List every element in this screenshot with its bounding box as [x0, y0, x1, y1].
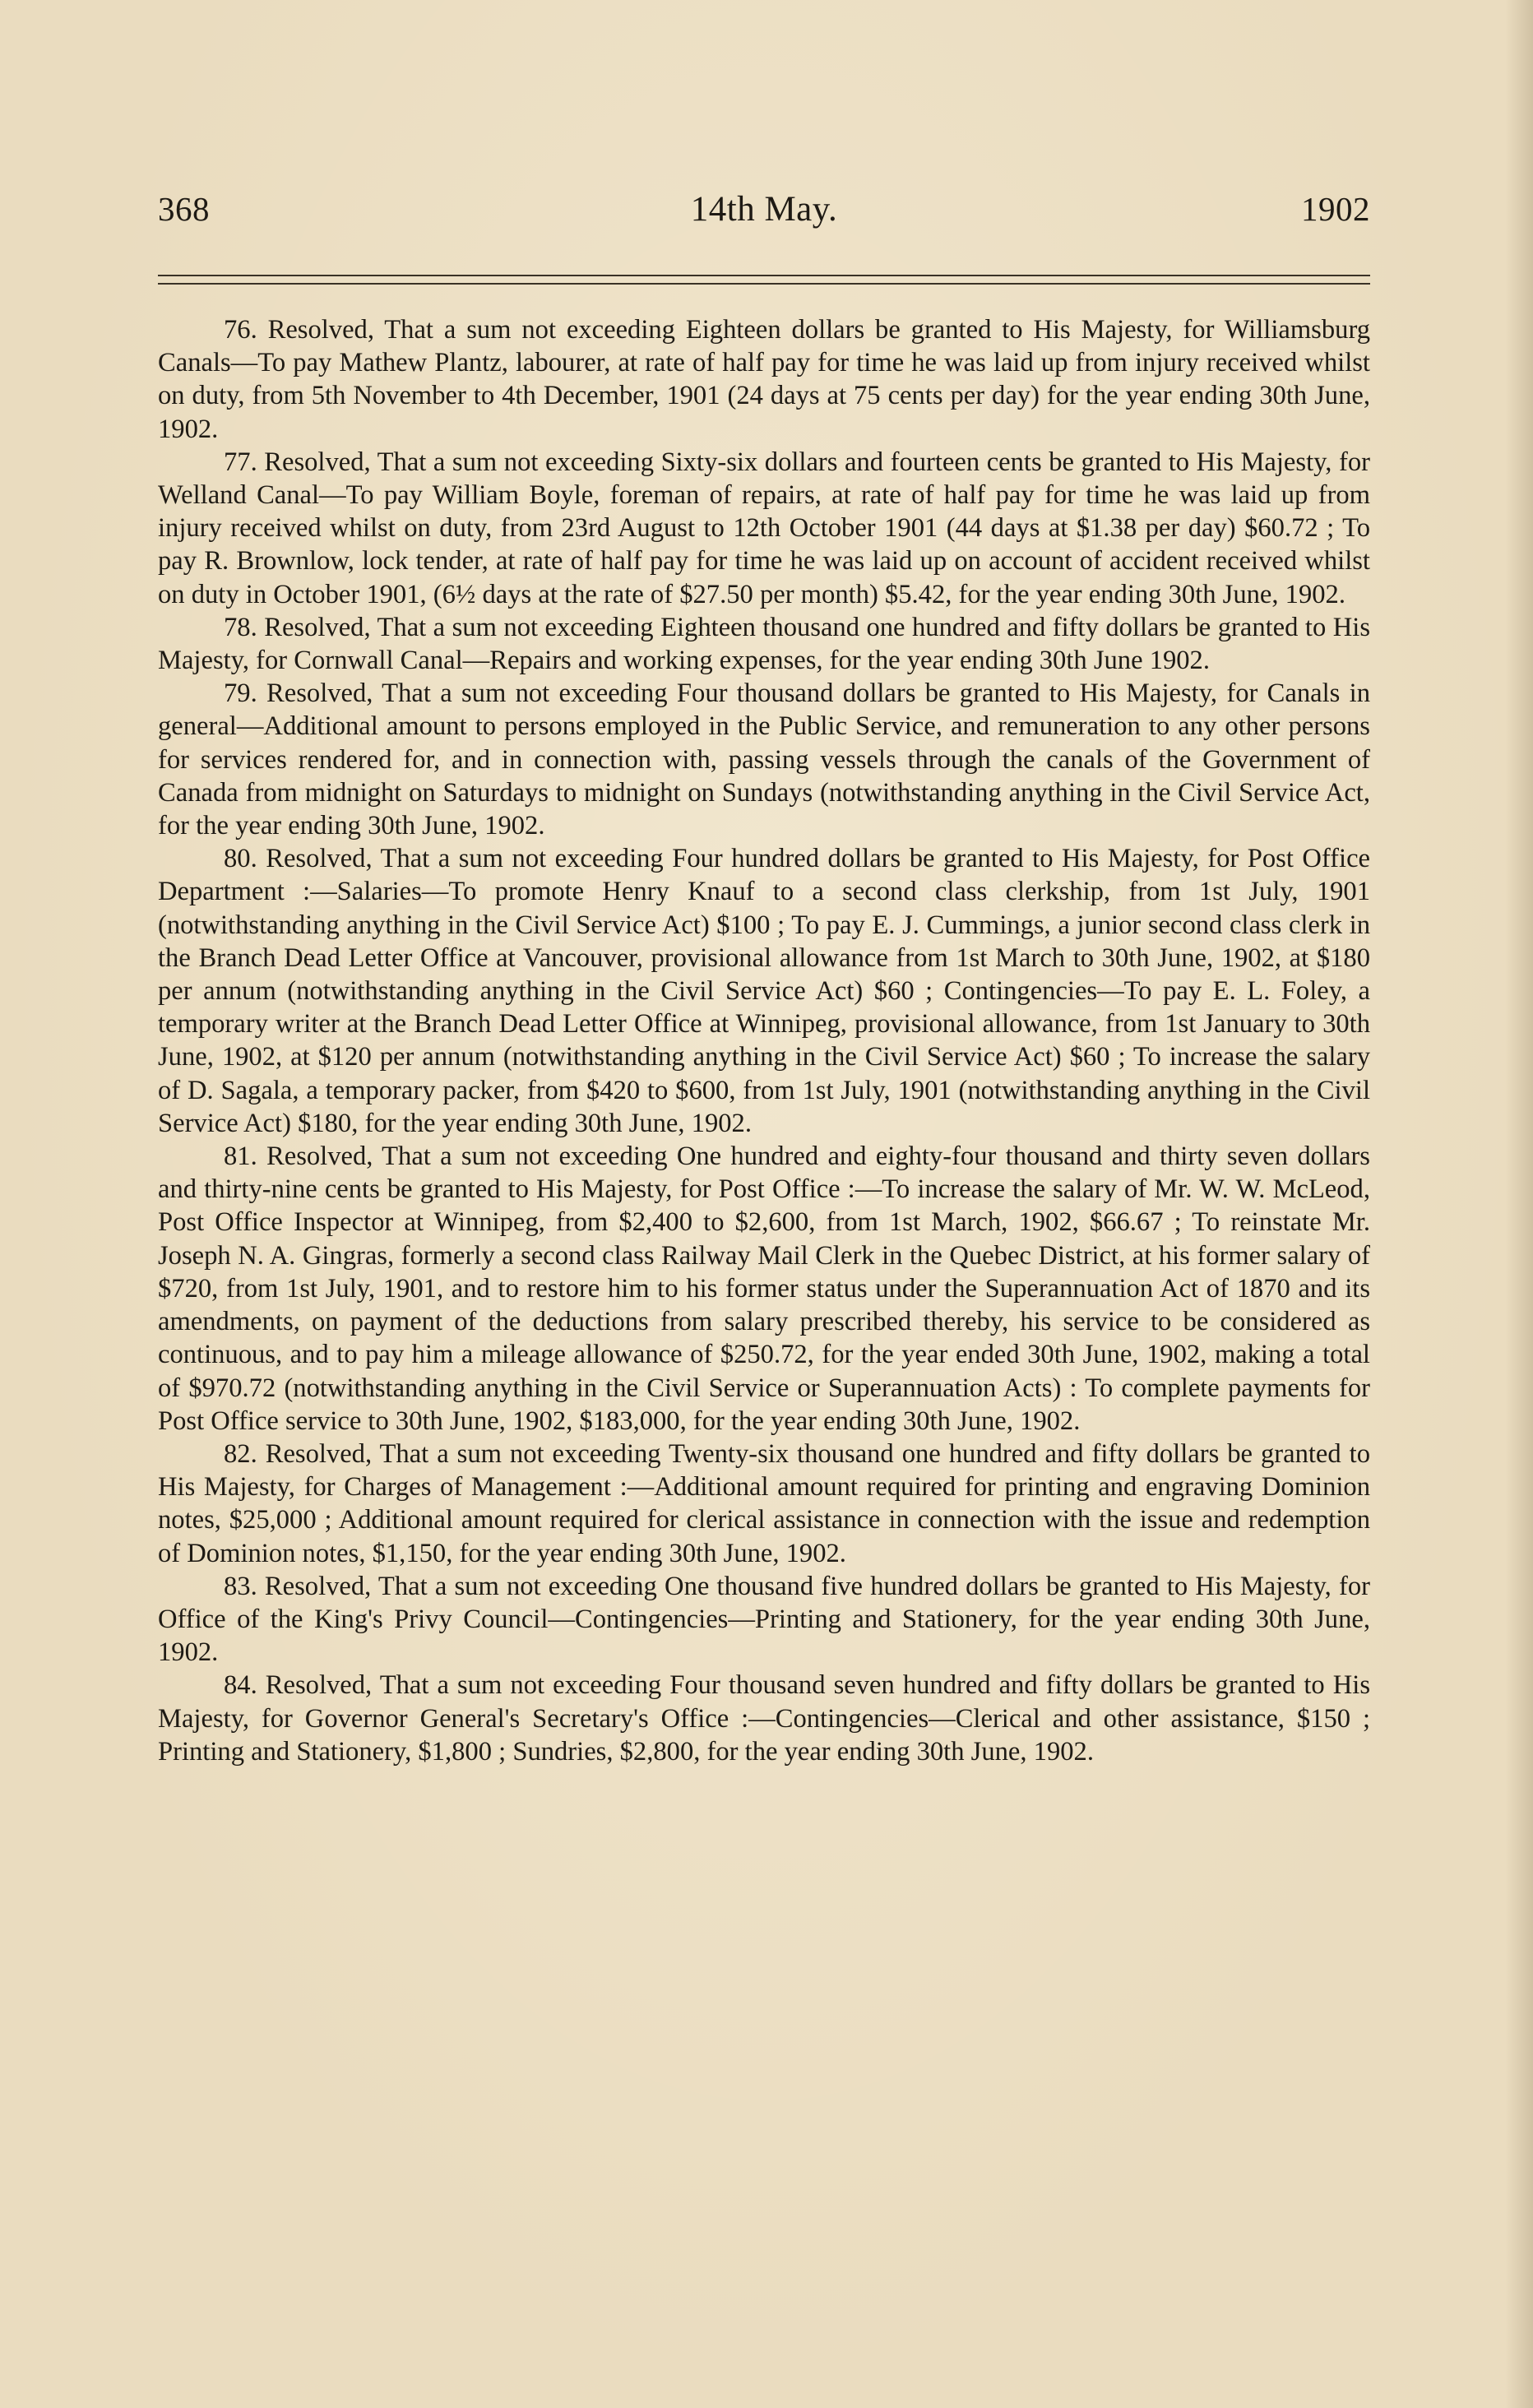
resolution-84: 84. Resolved, That a sum not exceeding Four thousand seven hundred and fifty dollars be granted to His Majesty, for Governor General's Secretary's Office :—Contingencies—Clerical and other assistance, $150 ; Printing and Stationery, $1,800 ; Sundries, $2,800, for the year ending 30th June, 1902. [158, 1670, 1370, 1767]
page-edge-shadow [1505, 0, 1533, 2408]
resolution-83: 83. Resolved, That a sum not exceeding One thousand five hundred dollars be granted to His Majesty, for Office of the King's Privy Council—Contingencies—Printing and Stationery, for the year ending 30th June, 1902. [158, 1571, 1370, 1668]
resolution-80: 80. Resolved, That a sum not exceeding Four hundred dollars be granted to His Majesty, for Post Office Department :—Salaries—To promote Henry Knauf to a second class clerkship, from 1st July, 1901 (notwithstanding anything in the Civil Service Act) $100 ; To pay E. J. Cummings, a junior second class clerk in the Branch Dead Letter Office at Vancouver, provisional allowance from 1st March to 30th June, 1902, at $180 per annum (notwithstanding anything in the Civil Service Act) $60 ; Contingencies—To pay E. L. Foley, a temporary writer at the Branch Dead Letter Office at Winnipeg, provisional allowance, from 1st January to 30th June, 1902, at $120 per annum (notwithstanding anything in the Civil Service Act) $60 ; To increase the salary of D. Sagala, a temporary packer, from $420 to $600, from 1st July, 1901 (notwithstanding anything in the Civil Service Act) $180, for the year ending 30th June, 1902. [158, 844, 1370, 1138]
resolution-78: 78. Resolved, That a sum not exceeding Eighteen thousand one hundred and fifty dollars be granted to His Majesty, for Cornwall Canal—Repairs and working expenses, for the year ending 30th June 1902. [158, 612, 1370, 676]
resolution-76: 76. Resolved, That a sum not exceeding Eighteen dollars be granted to His Majesty, for Williamsburg Canals—To pay Mathew Plantz, labourer, at rate of half pay for time he was laid up from injury received whilst on duty, from 5th November to 4th December, 1901 (24 days at 75 cents per day) for the year ending 30th June, 1902. [158, 315, 1370, 444]
header-double-rule [158, 275, 1370, 285]
resolution-82: 82. Resolved, That a sum not exceeding Twenty-six thousand one hundred and fifty dollars be granted to His Majesty, for Charges of Management :—Additional amount required for printing and engraving Dominion notes, $25,000 ; Additional amount required for clerical assistance in connection with the issue and redemption of Dominion notes, $1,150, for the year ending 30th June, 1902. [158, 1438, 1370, 1568]
page-date: 14th May. [690, 190, 838, 229]
resolution-81: 81. Resolved, That a sum not exceeding One hundred and eighty-four thousand and thirty seven dollars and thirty-nine cents be granted to His Majesty, for Post Office :—To increase the salary of Mr. W. W. McLeod, Post Office Inspector at Winnipeg, from $2,400 to $2,600, from 1st March, 1902, $66.67 ; To reinstate Mr. Joseph N. A. Gingras, formerly a second class Railway Mail Clerk in the Quebec District, at his former salary of $720, from 1st July, 1901, and to restore him to his former status under the Superannuation Act of 1870 and its amendments, on payment of the deductions from salary prescribed thereby, his service to be considered as continuous, and to pay him a mileage allowance of $250.72, for the year ended 30th June, 1902, making a total of $970.72 (notwithstanding anything in the Civil Service or Superannuation Acts) : To complete payments for Post Office service to 30th June, 1902, $183,000, for the year ending 30th June, 1902. [158, 1141, 1370, 1436]
resolution-77: 77. Resolved, That a sum not exceeding Sixty-six dollars and fourteen cents be granted to His Majesty, for Welland Canal—To pay William Boyle, foreman of repairs, at rate of half pay for time he was laid up from injury received whilst on duty, from 23rd August to 12th October 1901 (44 days at $1.38 per day) $60.72 ; To pay R. Brownlow, lock tender, at rate of half pay for time he was laid up on account of accident received whilst on duty in October 1901, (6½ days at the rate of $27.50 per month) $5.42, for the year ending 30th June, 1902. [158, 447, 1370, 609]
resolutions-text [158, 313, 1370, 1768]
page-number: 368 [158, 190, 210, 228]
page-year: 1902 [1301, 190, 1370, 228]
running-head [158, 189, 1370, 242]
resolution-79: 79. Resolved, That a sum not exceeding Four thousand dollars be granted to His Majesty, for Canals in general—Additional amount to persons employed in the Public Service, and remuneration to any other persons for services rendered for, and in connection with, passing vessels through the canals of the Government of Canada from midnight on Saturdays to midnight on Sundays (notwithstanding anything in the Civil Service Act, for the year ending 30th June, 1902. [158, 678, 1370, 841]
